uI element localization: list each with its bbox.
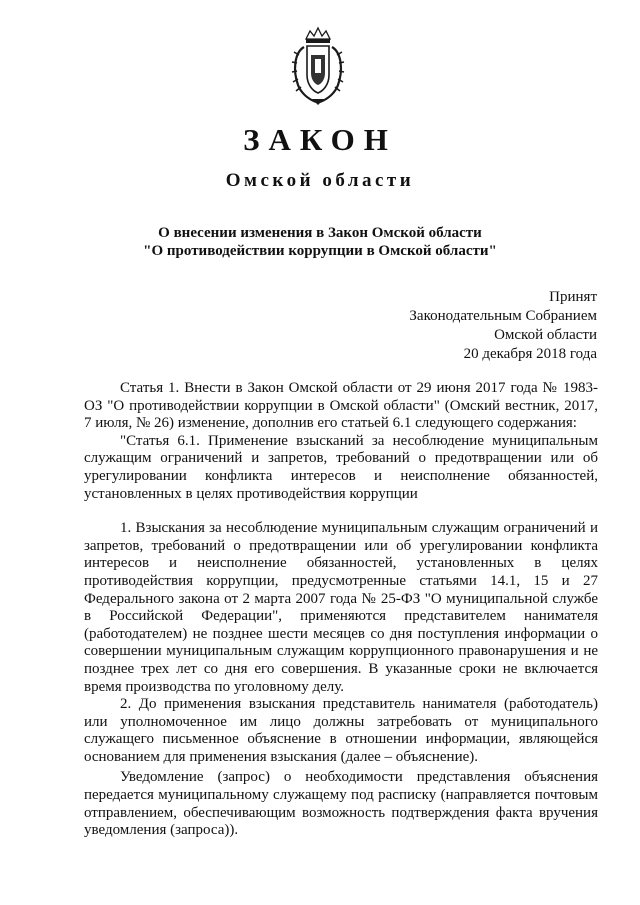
- paragraph-notice: Уведомление (запрос) о необходимости представления объяснения передается муниципальному служащему под расписку (направляется почтовым отправлением, обеспечивающим возможность подтверждения факта вручения уведомления (запроса)).: [84, 769, 598, 839]
- adoption-line-2: Законодательным Собранием: [409, 308, 597, 324]
- article-6-1-heading: "Статья 6.1. Применение взысканий за несоблюдение муниципальным служащим ограничений и запретов, требований о предотвращении или об урегулировании конфликта интересов и неисполнение обязанностей, установленных в целях противодействия коррупции: [84, 432, 598, 502]
- paragraph-1: 1. Взыскания за несоблюдение муниципальным служащим ограничений и запретов, требований о предотвращении или об урегулировании конфликта интересов и неисполнение обязанностей, установленных в целях противодействия коррупции, предусмотренные статьями 14.1, 15 и 27 Федерального закона от 2 марта 2007 года № 25-ФЗ "О муниципальной службе в Российской Федерации", применяются представителем нанимателя (работодателем) не позднее шести месяцев со дня поступления информации о совершении муниципальным служащим коррупционного правонарушения и не позднее трех лет со дня его совершения. В указанные сроки не включается время производства по уголовному делу.: [84, 520, 598, 695]
- subject-line-1: О внесении изменения в Закон Омской области: [158, 225, 482, 241]
- adoption-line-3: Омской области: [494, 327, 597, 343]
- law-subject: [0, 224, 640, 260]
- law-body: [84, 380, 598, 840]
- paragraph-2: 2. До применения взыскания представитель нанимателя (работодатель) или уполномоченное им лицо должны затребовать от муниципального служащего письменное объяснение в отношении информации, являющейся основанием для применения взыскания (далее – объяснение).: [84, 696, 598, 765]
- adoption-block: [409, 288, 597, 364]
- region-title: Омской области: [225, 170, 415, 191]
- coat-of-arms-icon: [290, 25, 346, 107]
- law-title: ЗАКОН: [243, 122, 397, 157]
- article-1-text: Статья 1. Внести в Закон Омской области от 29 июня 2017 года № 1983-ОЗ "О противодействии коррупции в Омской области" (Омский вестник, 2017, 7 июля, № 26) изменение, дополнив его статьей 6.1 следующего содержания:: [84, 380, 598, 432]
- adoption-line-1: Принят: [549, 289, 597, 305]
- adoption-date: 20 декабря 2018 года: [463, 346, 597, 362]
- subject-line-2: "О противодействии коррупции в Омской области": [143, 243, 497, 259]
